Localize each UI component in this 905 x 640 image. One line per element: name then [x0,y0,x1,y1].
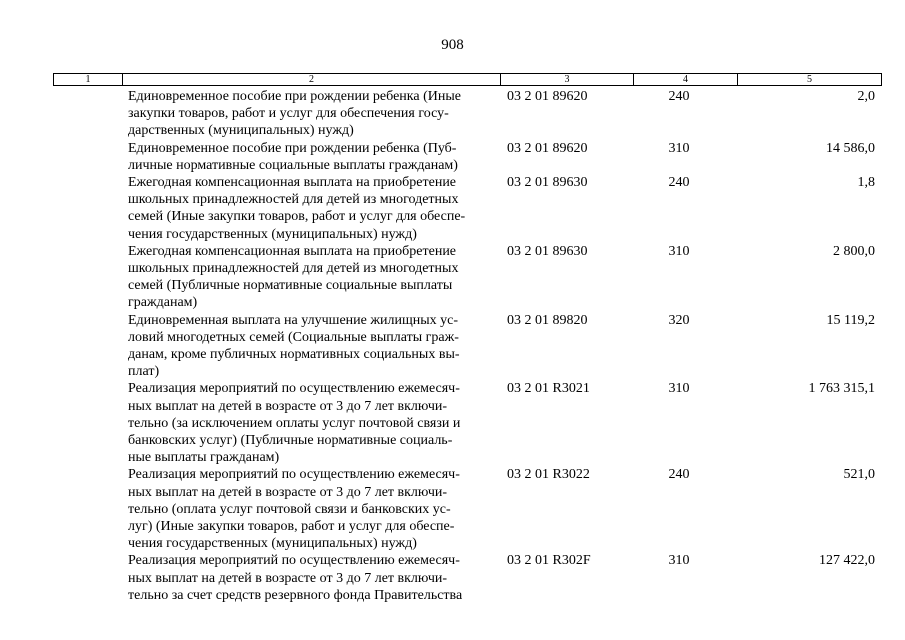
table-row [0,312,905,381]
row-expense-type: 320 [668,312,690,328]
table-row [0,88,905,140]
row-code: 03 2 01 R3022 [507,467,590,483]
row-amount: 2,0 [857,89,875,104]
description-line: Единовременное пособие при рождении ребенка (Пуб- [128,140,457,156]
row-expense-type: 240 [668,467,690,483]
row-code: 03 2 01 89630 [507,175,588,191]
row-description [128,552,500,604]
page-number: 908 [441,37,464,53]
column-number-row [54,74,882,86]
description-line: Ежегодная компенсационная выплата на приобретение [128,175,457,191]
row-description [128,466,500,552]
row-amount: 127 422,0 [819,553,875,569]
description-line: плат) [128,364,160,380]
row-expense-type: 310 [668,140,690,156]
row-expense-type: 240 [668,89,690,104]
column-header-1: 1 [54,74,123,86]
column-header-3: 3 [501,74,634,86]
description-line: дарственных (муниципальных) нужд) [128,123,354,139]
row-amount: 15 119,2 [826,312,875,328]
description-line: чения государственных (муниципальных) нужд) [128,536,417,552]
row-expense-type: 310 [668,553,690,569]
description-line: тельно (за исключением оплаты услуг почтовой связи и [128,415,461,431]
description-line: ных выплат на детей в возрасте от 3 до 7 лет включи- [128,570,448,586]
description-line: семей (Публичные нормативные социальные выплаты [128,278,453,294]
row-amount: 1 763 315,1 [808,381,875,397]
description-line: ловий многодетных семей (Социальные выплаты граж- [128,329,459,345]
column-header-table [53,73,882,86]
row-code: 03 2 01 89630 [507,243,588,259]
description-line: тельно за счет средств резервного фонда Правительства [128,587,463,603]
row-amount: 2 800,0 [833,243,875,259]
row-amount: 14 586,0 [826,140,875,156]
description-line: Единовременное пособие при рождении ребенка (Иные [128,89,461,104]
description-line: Единовременная выплата на улучшение жилищных ус- [128,312,459,328]
row-expense-type: 240 [668,175,690,191]
row-amount: 521,0 [843,467,875,483]
row-description [128,174,500,243]
description-line: тельно (оплата услуг почтовой связи и банковских ус- [128,501,451,517]
row-expense-type: 310 [668,243,690,259]
description-line: банковских услуг) (Публичные нормативные социаль- [128,433,453,449]
row-description [128,243,500,312]
description-line: ные выплаты гражданам) [128,450,280,466]
row-description [128,380,500,466]
description-line: семей (Иные закупки товаров, работ и услуг для обеспе- [128,209,466,225]
description-line: закупки товаров, работ и услуг для обеспечения госу- [128,106,449,122]
description-line: ных выплат на детей в возрасте от 3 до 7 лет включи- [128,484,448,500]
row-description [128,88,500,140]
row-code: 03 2 01 R3021 [507,381,590,397]
table-row [0,552,905,604]
description-line: чения государственных (муниципальных) нужд) [128,226,417,242]
column-header-2: 2 [123,74,501,86]
description-line: школьных принадлежностей для детей из многодетных [128,192,459,208]
row-description [128,312,500,381]
table-row [0,380,905,466]
description-line: Ежегодная компенсационная выплата на приобретение [128,243,457,259]
description-line: Реализация мероприятий по осуществлению ежемесяч- [128,553,460,569]
description-line: ных выплат на детей в возрасте от 3 до 7 лет включи- [128,398,448,414]
row-code: 03 2 01 R302F [507,553,591,569]
description-line: данам, кроме публичных нормативных социальных вы- [128,347,460,363]
column-header-5: 5 [738,74,882,86]
description-line: луг) (Иные закупки товаров, работ и услуг для обеспе- [128,519,455,535]
table-row [0,243,905,312]
table-row [0,466,905,552]
table-row [0,174,905,243]
description-line: Реализация мероприятий по осуществлению ежемесяч- [128,467,460,483]
row-code: 03 2 01 89620 [507,140,588,156]
description-line: личные нормативные социальные выплаты гражданам) [128,157,458,173]
description-line: гражданам) [128,295,198,311]
description-line: Реализация мероприятий по осуществлению ежемесяч- [128,381,460,397]
row-expense-type: 310 [668,381,690,397]
table-row [0,140,905,174]
description-line: школьных принадлежностей для детей из многодетных [128,261,459,277]
table-body [0,88,905,604]
row-code: 03 2 01 89620 [507,89,588,104]
row-description [128,140,500,174]
column-header-4: 4 [634,74,738,86]
row-amount: 1,8 [857,175,875,191]
row-code: 03 2 01 89820 [507,312,588,328]
